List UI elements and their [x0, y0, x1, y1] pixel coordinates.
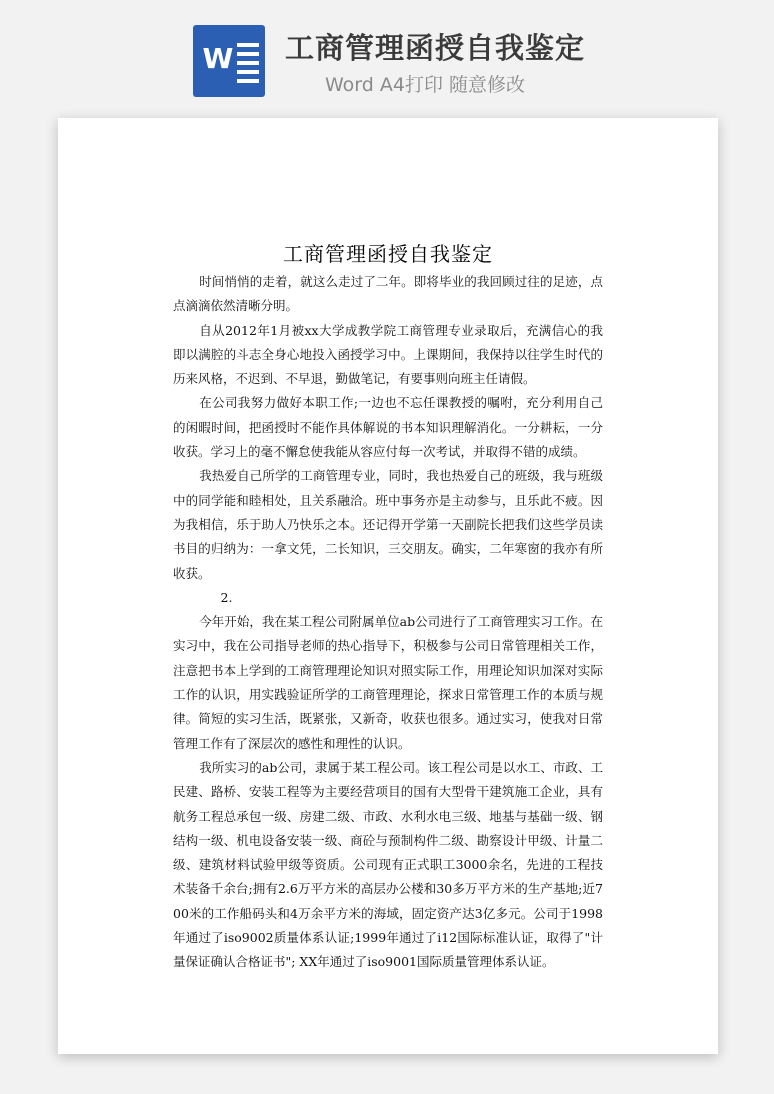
word-icon-letter: W: [202, 42, 234, 75]
document-page: [58, 118, 718, 1054]
document-title: 工商管理函授自我鉴定: [283, 242, 493, 266]
document-body: [173, 270, 603, 975]
paragraph: 今年开始，我在某工程公司附属单位ab公司进行了工商管理实习工作。在实习中，我在公司指导老师的热心指导下，积极参与公司日常管理相关工作，注意把书本上学到的工商管理理论知识对照实际工作，用理论知识加深对实际工作的认识，用实践验证所学的工商管理理论，探求日常管理工作的本质与规律。简短的实习生活，既紧张，又新奇，收获也很多。通过实习，使我对日常管理工作有了深层次的感性和理性的认识。: [173, 614, 603, 751]
word-doc-icon: [193, 25, 265, 97]
banner-title: 工商管理函授自我鉴定: [285, 31, 586, 65]
paragraph: 我热爱自己所学的工商管理专业，同时，我也热爱自己的班级，我与班级中的同学能和睦相处，且关系融洽。班中事务亦是主动参与，且乐此不疲。因为我相信，乐于助人乃快乐之本。还记得开学第一天副院长把我们这些学员读书目的归纳为：一拿文凭，二长知识，三交朋友。确实，二年寒窗的我亦有所收获。: [173, 468, 603, 581]
banner-subtitle: Word A4打印 随意修改: [325, 74, 526, 96]
paragraph: 自从2012年1月被xx大学成教学院工商管理专业录取后，充满信心的我即以满腔的斗志全身心地投入函授学习中。上课期间，我保持以往学生时代的历来风格，不迟到、不早退，勤做笔记，有要事则向班主任请假。: [173, 322, 603, 387]
word-icon-lines: [237, 43, 259, 88]
paragraph: 我所实习的ab公司，隶属于某工程公司。该工程公司是以水工、市政、工民建、路桥、安装工程等为主要经营项目的国有大型骨干建筑施工企业，具有航务工程总承包一级、房建二级、市政、水利水电三级、地基与基础一级、钢结构一级、机电设备安装一级、商砼与预制构件二级、勘察设计甲级、计量二级、建筑材料试验甲级等资质。公司现有正式职工3000余名，先进的工程技术装备千余台;拥有2.6万平方米的高层办公楼和30多万平方米的生产基地;近700米的工作船码头和4万余平方米的海域，固定资产达3亿多元。公司于1998年通过了iso9002质量体系认证;1999年通过了i12国际标准认证，取得了"计量保证确认合格证书"; XX年通过了iso9001国际质量管理体系认证。: [173, 759, 603, 970]
paragraph: 在公司我努力做好本职工作;一边也不忘任课教授的嘱咐，充分利用自己的闲暇时间，把函授时不能作具体解说的书本知识理解消化。一分耕耘，一分收获。学习上的毫不懈怠使我能从容应付每一次考试，并取得不错的成绩。: [173, 395, 603, 460]
paragraph: 时间悄悄的走着，就这么走过了二年。即将毕业的我回顾过往的足迹，点点滴滴依然清晰分明。: [173, 274, 603, 314]
banner-header: [0, 0, 774, 110]
section-number: 2.: [220, 589, 233, 605]
